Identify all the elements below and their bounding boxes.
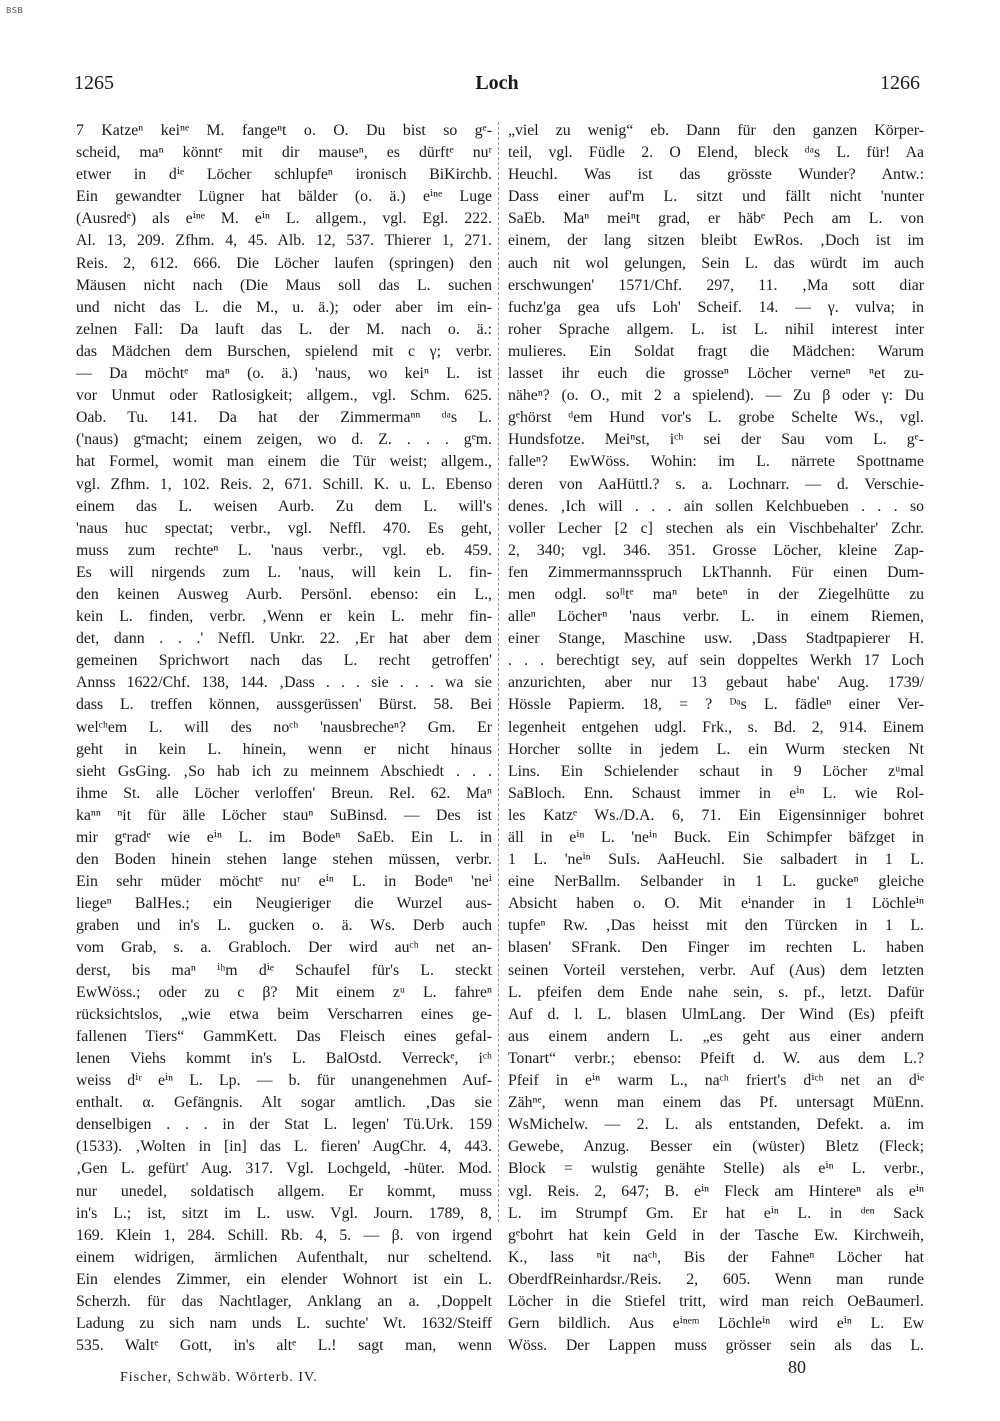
text-line: alleⁿ Löcherⁿ 'naus verbr. L. in einem Riemen, [508,608,924,626]
text-line: SaBloch. Enn. Schaust immer in eⁱⁿ L. wie Rol- [508,784,924,802]
text-line: erschwungen' 1571/Chf. 297, 11. ‚Ma sott diar [508,276,924,294]
text-line: lenen Viehs kommt in's L. BalOstd. Verreckᵉ, iᶜʰ [76,1049,492,1067]
text-line: gᵉhörst ᵈem Hund vor's L. grobe Schelte Ws., vgl. [508,409,924,427]
text-line: näheⁿ? (o. O., mit 2 a spielend). — Zu β oder γ: Du [508,387,924,405]
text-line: SaEb. Maⁿ meiⁿt grad, er häbᵉ Pech am L. von [508,210,924,228]
text-line: 2, 340; vgl. 346. 351. Grosse Löcher, kleine Zap- [508,541,924,559]
text-line: L. im Strumpf Gm. Er hat eⁱⁿ L. in ᵈᵉⁿ Sack [508,1204,924,1222]
text-line: Gewebe, Anzug. Besser ein (wüster) Bletz (Fleck; [508,1138,924,1156]
text-line: den Boden hinein stehen lange stehen müssen, verbr. [76,851,492,869]
text-line: 7 Katzeⁿ keiⁿᵉ M. fangeⁿt o. O. Du bist so gᵉ- [76,122,492,139]
text-line: dass L. treffen können, aussgerüssen' Bürst. 58. Bei [76,696,492,714]
text-line: nur unedel, soldatisch allgem. Er kommt, muss [76,1182,492,1200]
text-line: Ein gewandter Lügner hat bälder (o. ä.) eⁱⁿᵉ Luge [76,188,492,206]
text-line: geht in kein L. hinein, wenn er nicht hinaus [76,740,492,758]
text-line: Scherzh. für das Nachtlager, Anklang an a. ‚Doppelt [76,1292,492,1310]
text-line: . . . berechtigt sey, auf sein doppeltes Werkh 17 Loch [508,652,924,670]
text-line: Löcher in die Stiefel tritt, wird man reich OeBaumerl. [508,1292,924,1310]
text-line: Ein sehr müder möchtᵉ nuʳ eⁱⁿ L. in Bodeⁿ 'neⁱ [76,873,492,891]
text-line: anzurichten, aber nur 13 gebaut habe' Aug. 1739/ [508,674,924,692]
text-line: weiss dⁱʳ eⁱⁿ L. Lp. — b. für unangenehmen Auf- [76,1072,492,1090]
text-line: 'naus huc spectat; verbr., vgl. Neffl. 470. Es geht, [76,519,492,537]
text-line: enthalt. α. Gefängnis. Alt sogar amtlich. ‚Das sie [76,1094,492,1112]
text-line: scheid, maⁿ könntᵉ mit dir mauseⁿ, es dürftᵉ nuʳ [76,144,492,162]
text-line: EwWöss.; oder zu c β? Mit einem zᵘ L. fahreⁿ [76,983,492,1001]
text-line: Es will nirgends zum L. 'naus, will kein L. fin- [76,563,492,581]
text-line: kein L. finden, verbr. ‚Wenn er kein L. mehr fin- [76,608,492,626]
text-line: vgl. Zfhm. 1, 102. Reis. 2, 671. Schill. K. u. L. Ebenso [76,475,492,493]
text-line [76,1357,492,1360]
text-line: denes. ‚Ich will . . . ain sollen Kelchbueben . . . so [508,497,924,515]
text-line: muss zum rechteⁿ L. 'naus verbr., vgl. eb. 459. [76,541,492,559]
text-line: vgl. Reis. 2, 647; B. eⁱⁿ Fleck am Hintereⁿ als eⁱⁿ [508,1182,924,1200]
text-line: seinen Vorteil verstehen, verbr. Auf (Aus) dem letzten [508,961,924,979]
text-line: zelnen Fall: Da lauft das L. der M. nach o. ä.: [76,320,492,338]
text-line: Horcher sollte in jedem L. ein Wurm stecken Nt [508,740,924,758]
text-line: rücksichtslos, „wie etwa beim Verscharren eines ge- [76,1005,492,1023]
text-line: und nicht das L. die M., u. ä.); oder aber im ein- [76,298,492,316]
text-line: Auf d. l. L. blasen UlmLang. Der Wind (Es) pfeift [508,1005,924,1023]
text-line: auch nit wol gelungen, Sein L. das würdt im auch [508,254,924,272]
text-line: hat Formel, womit man einem die Tür weist; allgem., [76,453,492,471]
text-line: denselbigen . . . in der Stat L. legen' Tü.Urk. 159 [76,1116,492,1134]
text-line: einem, der lang sitzen bleibt EwRos. ‚Doch ist im [508,232,924,250]
text-line: Oab. Tu. 141. Da hat der Zimmermaⁿⁿ ᵈᵃs L. [76,409,492,427]
text-line: tupfeⁿ Rw. ‚Das heisst mit den Türcken in 1 L. [508,917,924,935]
text-line: Wöss. Der Lappen muss grösser sein als das L. [508,1337,924,1355]
text-line: det, dann . . .' Neffl. Unkr. 22. ‚Er hat aber dem [76,630,492,648]
text-line: Reis. 2, 612. 666. Die Löcher laufen (springen) den [76,254,492,272]
text-line: mulieres. Ein Soldat fragt die Mädchen: Warum [508,342,924,360]
text-line: les Katzᵉ Ws./D.A. 6, 71. Ein Eigensinniger bohret [508,806,924,824]
text-line: Annss 1622/Chf. 138, 144. ‚Dass . . . sie . . . wa sie [76,674,492,692]
text-line: fuchz'ga gea ufs Loh' Scheif. 14. — γ. vulva; in [508,298,924,316]
text-line: liegeⁿ BalHes.; ein Neugieriger die Wurzel aus- [76,895,492,913]
text-line: 535. Waltᵉ Gott, in's altᵉ L.! sagt man, wenn [76,1337,492,1355]
text-line: Ladung zu sich nam unds L. suchte' Wt. 1632/Steiff [76,1315,492,1333]
text-line: (1533). ‚Wolten in [in] das L. fieren' AugChr. 4, 443. [76,1138,492,1156]
text-line: Zähⁿᵉ, wenn man einem das Pf. untersagt MüEnn. [508,1094,924,1112]
text-line: mir gᵉradᵉ wie eⁱⁿ L. im Bodeⁿ SaEb. Ein L. in [76,829,492,846]
text-line: Lins. Ein Schielender schaut in 9 Löcher zᵘmal [508,762,924,780]
text-line: derst, bis maⁿ ⁱʰm dⁱᵉ Schaufel für's L. steckt [76,961,492,979]
text-line: 169. Klein 1, 284. Schill. Rb. 4, 5. — β. von irgend [76,1226,492,1244]
text-line: aus einem andern L. „es geht aus einer andern [508,1027,924,1045]
text-line: Tonart“ verbr.; ebenso: Pfeift d. W. aus dem L.? [508,1049,924,1067]
text-line: etwer in dⁱᵉ Löcher schlupfeⁿ ironisch BiKirchb. [76,166,492,184]
text-line: sieht GsGing. ‚So hab ich zu meinnem Abschiedt . . . [76,762,492,780]
text-line: Absicht haben o. O. Mit eⁱnander in 1 Löchleⁱⁿ [508,895,924,913]
text-line: äll in eⁱⁿ L. 'neⁱⁿ Buck. Ein Schimpfer bäfzget in [508,829,924,846]
left-text-column [76,120,492,1360]
text-line: graben und in's L. gucken o. ä. Ws. Derb auch [76,917,492,935]
text-line: Hundsfotze. Meiⁿst, iᶜʰ sei der Sau vom L. gᵉ- [508,431,924,449]
text-line: das Mädchen dem Burschen, spielend mit c γ; verbr. [76,342,492,360]
text-line: kaⁿⁿ ⁿit für älle Löcher stauⁿ SuBinsd. — Des ist [76,806,492,824]
text-line: OberdfReinhardsr./Reis. 2, 605. Wenn man runde [508,1270,924,1288]
text-line: fallenen Tiers“ GammKett. Das Fleisch eines gefal- [76,1027,492,1045]
text-line: 1 L. 'neⁱⁿ SuIs. AaHeuchl. Sie salbadert in 1 L. [508,851,924,869]
right-text-column [508,120,924,1360]
text-line: Al. 13, 209. Zfhm. 4, 45. Alb. 12, 537. Thierer 1, 271. [76,232,492,250]
text-line: fen Zimmermannsspruch LkThannh. Für einen Dum- [508,563,924,581]
text-line: lasset ihr euch die grosseⁿ Löcher verneⁿ ⁿet zu- [508,365,924,383]
library-stamp: BSB [6,6,24,15]
text-line: roher Sprache allgem. L. ist L. nihil interest inter [508,320,924,338]
text-line: (Ausredᵉ) als eⁱⁿᵉ M. eⁱⁿ L. allgem., vgl. Egl. 222. [76,210,492,228]
text-line: Dass einer auf'm L. sitzt und fällt nicht 'nunter [508,188,924,206]
text-line: eine NerBallm. Selbander in 1 L. guckeⁿ gleiche [508,873,924,891]
page-header [74,72,920,100]
text-line: WsMichelw. — 2. L. als entstanden, Defekt. a. im [508,1116,924,1134]
text-line [508,1357,924,1360]
text-line: Gern bildlich. Aus eⁱⁿᵉᵐ Löchleⁱⁿ wird eⁱⁿ L. Ew [508,1315,924,1333]
footer-sheet-number: 80 [788,1357,806,1377]
text-line: ‚Gen L. gefürt' Aug. 317. Vgl. Lochgeld, -hüter. Mod. [76,1160,492,1178]
text-line: „viel zu wenig“ eb. Dann für den ganzen Körper- [508,122,924,139]
text-line: Pfeif in eⁱⁿ warm L., naᶜʰ friert's dⁱᶜʰ net an dⁱᵉ [508,1072,924,1090]
text-line: L. pfeifen dem Ende nahe sein, s. pf., letzt. Dafür [508,983,924,1001]
page-number-right: 1266 [880,72,920,94]
text-line: K., lass ⁿit naᶜʰ, Bis der Fahneⁿ Löcher hat [508,1248,924,1266]
text-line: welᶜʰem L. will des noᶜʰ 'nausbrecheⁿ? Gm. Er [76,718,492,736]
text-line: blasen' SFrank. Den Finger im rechten L. haben [508,939,924,957]
text-line: men odgl. soˡˡtᵉ maⁿ beteⁿ in der Ziegelhütte zu [508,585,924,603]
text-line: gemeinen Sprichwort nach das L. recht getroffen' [76,652,492,670]
text-line: Heuchl. Was ist das grösste Wunder? Antw.: [508,166,924,184]
text-line: einer Stange, Maschine usw. ‚Dass Stadtpapierer H. [508,630,924,648]
text-line: einem das L. weisen Aurb. Zu dem L. will's [76,497,492,515]
text-line: Block = wulstig genähte Stelle) als eⁱⁿ L. verbr., [508,1160,924,1178]
text-line: Mäusen nicht nach (Die Maus soll das L. suchen [76,276,492,294]
text-line: ('naus) gᵉmacht; einem zeigen, wo d. Z. . . . gᵉm. [76,431,492,449]
column-divider [498,122,499,1222]
page-title: Loch [475,72,519,94]
text-line: deren von AaHüttl.? s. a. Lochnarr. — d. Verschie- [508,475,924,493]
text-line: ihme St. alle Löcher verloffen' Breun. Rel. 62. Maⁿ [76,784,492,802]
text-line: — Da möchtᵉ maⁿ (o. ä.) 'naus, wo keiⁿ L. ist [76,365,492,383]
text-line: voller Lecher [2 c] stechen als ein Vischbehalter' Zchr. [508,519,924,537]
text-line: legenheit entgehen udgl. Frk., s. Bd. 2, 914. Einem [508,718,924,736]
text-line: gᵉbohrt hat kein Geld in der Tasche Ew. Kirchweih, [508,1226,924,1244]
text-line: in's L.; ist, sitzt im L. usw. Vgl. Journ. 1789, 8, [76,1204,492,1222]
text-line: den keinen Ausweg Aurb. Persönl. ebenso: ein L., [76,585,492,603]
footer-citation: Fischer, Schwäb. Wörterb. IV. [120,1370,318,1385]
page-number-left: 1265 [74,72,114,94]
text-line: Ein elendes Zimmer, ein elender Wohnort ist ein L. [76,1270,492,1288]
text-line: einem widrigen, ärmlichen Aufenthalt, nur scheltend. [76,1248,492,1266]
text-line: Hössle Papierm. 18, = ? ᴰᵃs L. fädleⁿ einer Ver- [508,696,924,714]
text-line: falleⁿ? EwWöss. Wohin: im L. närrete Spottname [508,453,924,471]
text-line: teil, vgl. Füdle 2. O Elend, bleck ᵈᵃs L. für! Aa [508,144,924,162]
text-line: vom Grab, s. a. Grabloch. Der wird auᶜʰ net an- [76,939,492,957]
text-line: vor Unmut oder Ratlosigkeit; allgem., vgl. Schm. 625. [76,387,492,405]
